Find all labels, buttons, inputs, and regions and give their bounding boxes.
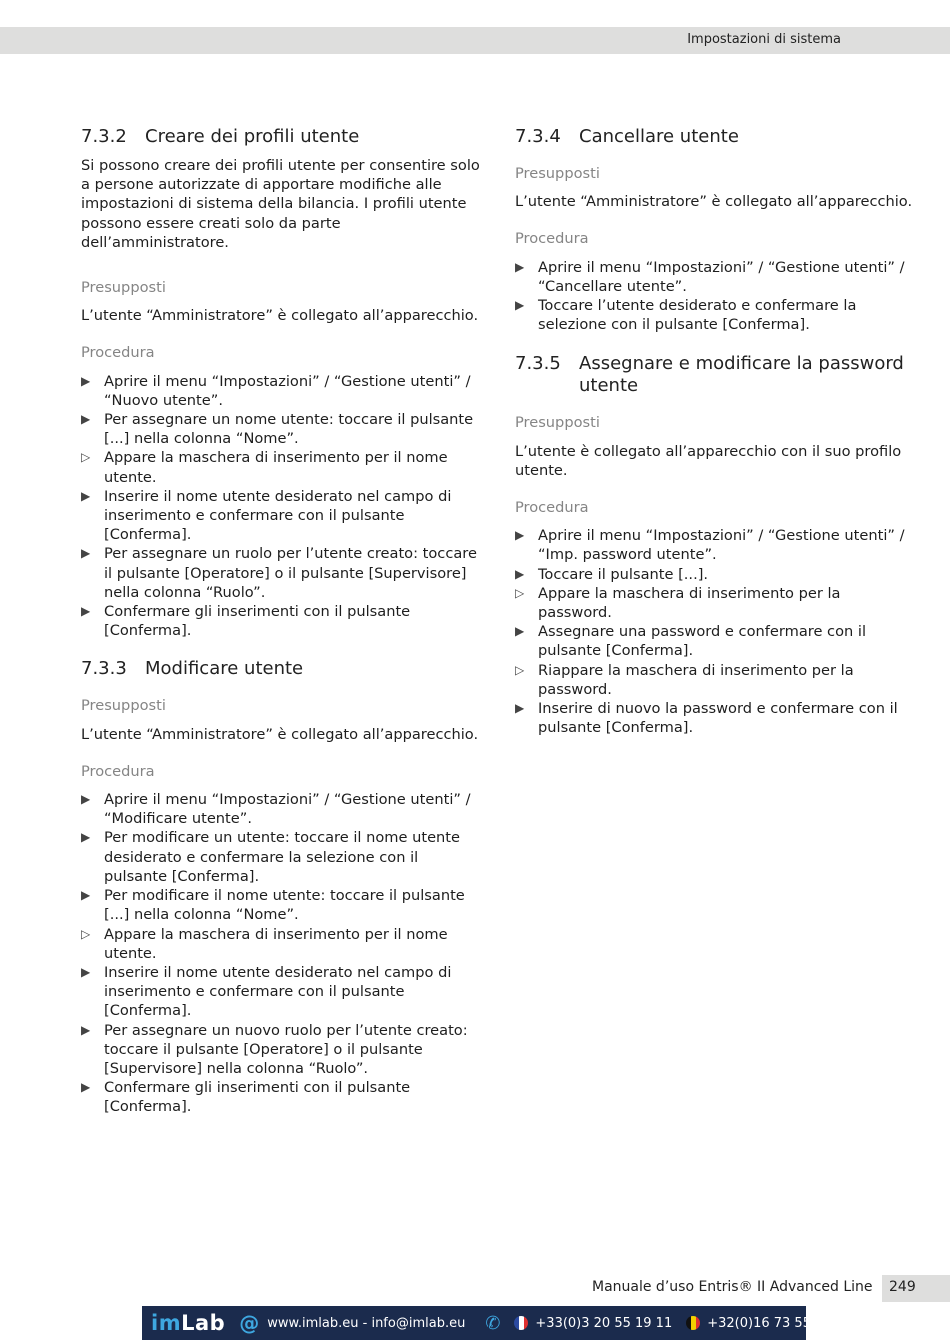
step-text: Aprire il menu “Impostazioni” / “Gestione utenti” / “Nuovo utente”. <box>104 372 471 409</box>
banner-website-email[interactable]: www.imlab.eu - info@imlab.eu <box>267 1315 466 1331</box>
action-step <box>515 622 913 660</box>
section-7-3-4 <box>515 126 913 334</box>
action-arrow-icon: ▶ <box>515 566 525 581</box>
result-arrow-icon: ▷ <box>515 662 525 677</box>
procedure-steps <box>81 790 481 1116</box>
section-number: 7.3.5 <box>515 353 561 375</box>
right-column <box>515 126 913 737</box>
action-step <box>81 372 481 410</box>
prerequisites-label: Presupposti <box>515 165 600 182</box>
action-arrow-icon: ▶ <box>81 792 91 807</box>
result-arrow-icon: ▷ <box>515 585 525 600</box>
action-arrow-icon: ▶ <box>515 298 525 313</box>
procedure-label: Procedura <box>515 230 589 248</box>
step-text: Inserire di nuovo la password e confermare con il pulsante [Conferma]. <box>538 700 898 737</box>
procedure-steps <box>515 258 913 335</box>
step-text: Per assegnare un nome utente: toccare il pulsante [...] nella colonna “Nome”. <box>104 411 474 448</box>
section-7-3-5 <box>515 353 913 737</box>
step-text: Inserire il nome utente desiderato nel campo di inserimento e confermare con il pulsante [Conferma]. <box>104 487 452 544</box>
result-arrow-icon: ▷ <box>81 450 91 465</box>
footer-document-title: Manuale d’uso Entris® II Advanced Line <box>592 1279 873 1295</box>
prerequisites-text: L’utente “Amministratore” è collegato all’apparecchio. <box>515 193 913 211</box>
phone-belgium[interactable]: +32(0)16 73 55 72 <box>707 1315 832 1331</box>
procedure-label: Procedura <box>81 344 155 362</box>
prerequisites-text: L’utente “Amministratore” è collegato all’apparecchio. <box>81 725 479 743</box>
section-title: Modificare utente <box>145 658 304 680</box>
step-text: Assegnare una password e confermare con il pulsante [Conferma]. <box>538 623 867 660</box>
action-arrow-icon: ▶ <box>81 488 91 503</box>
step-text: Inserire il nome utente desiderato nel campo di inserimento e confermare con il pulsante [Conferma]. <box>104 963 452 1020</box>
action-arrow-icon: ▶ <box>81 604 91 619</box>
step-text: Aprire il menu “Impostazioni” / “Gestione utenti” / “Imp. password utente”. <box>538 527 905 564</box>
at-sign-icon: @ <box>239 1311 260 1335</box>
action-arrow-icon: ▶ <box>81 546 91 561</box>
result-step <box>81 925 481 963</box>
procedure-label: Procedura <box>515 499 589 517</box>
action-arrow-icon: ▶ <box>515 624 525 639</box>
action-step <box>81 487 481 545</box>
action-arrow-icon: ▶ <box>81 1022 91 1037</box>
action-arrow-icon: ▶ <box>81 373 91 388</box>
action-step <box>81 544 481 602</box>
phone-icon: ✆ <box>485 1312 501 1334</box>
section-title: Creare dei profili utente <box>145 126 360 147</box>
step-text: Confermare gli inserimenti con il pulsante [Conferma]. <box>104 603 411 640</box>
result-step <box>81 448 481 486</box>
left-column <box>81 126 481 1117</box>
action-step <box>81 886 481 924</box>
section-heading <box>81 126 481 148</box>
section-number: 7.3.4 <box>515 126 561 147</box>
procedure-steps <box>81 372 481 641</box>
procedure-label: Procedura <box>81 762 155 780</box>
action-step <box>81 828 481 886</box>
section-number: 7.3.3 <box>81 658 127 680</box>
result-step <box>515 584 913 622</box>
action-arrow-icon: ▶ <box>81 1080 91 1095</box>
action-step <box>81 963 481 1021</box>
step-text: Appare la maschera di inserimento per il nome utente. <box>104 925 448 962</box>
section-heading <box>515 353 913 397</box>
action-arrow-icon: ▶ <box>81 888 91 903</box>
step-text: Per assegnare un nuovo ruolo per l’utente creato: toccare il pulsante [Operatore] o il pulsante [Supervisore] nella colonna “Ruolo”. <box>104 1021 468 1077</box>
action-arrow-icon: ▶ <box>515 701 525 716</box>
section-heading <box>515 126 913 148</box>
section-7-3-3 <box>81 658 481 1116</box>
step-text: Per assegnare un ruolo per l’utente creato: toccare il pulsante [Operatore] o il pulsante [Supervisore] nella colonna “Ruolo”. <box>104 545 477 601</box>
action-step <box>515 296 913 334</box>
action-arrow-icon: ▶ <box>515 528 525 543</box>
prerequisites-label: Presupposti <box>515 414 600 432</box>
section-title: Assegnare e modificare la password utente <box>579 353 904 397</box>
action-step <box>515 565 913 584</box>
action-arrow-icon: ▶ <box>81 412 91 427</box>
step-text: Confermare gli inserimenti con il pulsante [Conferma]. <box>104 1079 411 1116</box>
step-text: Aprire il menu “Impostazioni” / “Gestione utenti” / “Modificare utente”. <box>104 791 471 828</box>
result-step <box>515 661 913 699</box>
action-step <box>515 258 913 296</box>
step-text: Per modificare il nome utente: toccare il pulsante [...] nella colonna “Nome”. <box>104 887 465 924</box>
running-header: Impostazioni di sistema <box>687 32 841 47</box>
prerequisites-label: Presupposti <box>81 279 166 297</box>
step-text: Per modificare un utente: toccare il nome utente desiderato e confermare la selezione con il pulsante [Conferma]. <box>104 829 461 885</box>
action-step <box>81 602 481 640</box>
section-heading <box>81 658 481 680</box>
imlab-logo: imLab <box>151 1311 226 1335</box>
section-7-3-2 <box>81 126 481 640</box>
prerequisites-text: L’utente è collegato all’apparecchio con il suo profilo utente. <box>515 442 902 479</box>
prerequisites-text: L’utente “Amministratore” è collegato all’apparecchio. <box>81 307 479 325</box>
step-text: Toccare il pulsante [...]. <box>538 565 709 583</box>
france-flag-icon <box>514 1316 528 1330</box>
action-step <box>81 1021 481 1079</box>
action-arrow-icon: ▶ <box>515 259 525 274</box>
action-arrow-icon: ▶ <box>81 830 91 845</box>
step-text: Aprire il menu “Impostazioni” / “Gestione utenti” / “Cancellare utente”. <box>538 258 905 295</box>
action-step <box>81 1078 481 1116</box>
phone-france[interactable]: +33(0)3 20 55 19 11 <box>535 1315 673 1331</box>
step-text: Riappare la maschera di inserimento per la password. <box>538 661 854 698</box>
section-title: Cancellare utente <box>579 126 739 147</box>
action-step <box>81 790 481 828</box>
intro-paragraph: Si possono creare dei profili utente per consentire solo a persone autorizzate di apportare modifiche alle impostazioni di sistema della bilancia. I profili utente possono essere creati solo da parte dell’amministratore. <box>81 157 480 251</box>
procedure-steps <box>515 526 913 737</box>
step-text: Toccare l’utente desiderato e confermare la selezione con il pulsante [Conferma]. <box>538 297 857 334</box>
action-arrow-icon: ▶ <box>81 964 91 979</box>
section-number: 7.3.2 <box>81 126 127 147</box>
page-number: 249 <box>889 1279 916 1295</box>
prerequisites-label: Presupposti <box>81 697 166 715</box>
step-text: Appare la maschera di inserimento per il nome utente. <box>104 449 448 486</box>
action-step <box>515 699 913 737</box>
action-step <box>515 526 913 564</box>
imlab-banner <box>142 1306 832 1340</box>
step-text: Appare la maschera di inserimento per la password. <box>538 584 841 622</box>
belgium-flag-icon <box>686 1316 700 1330</box>
result-arrow-icon: ▷ <box>81 926 91 941</box>
action-step <box>81 410 481 448</box>
